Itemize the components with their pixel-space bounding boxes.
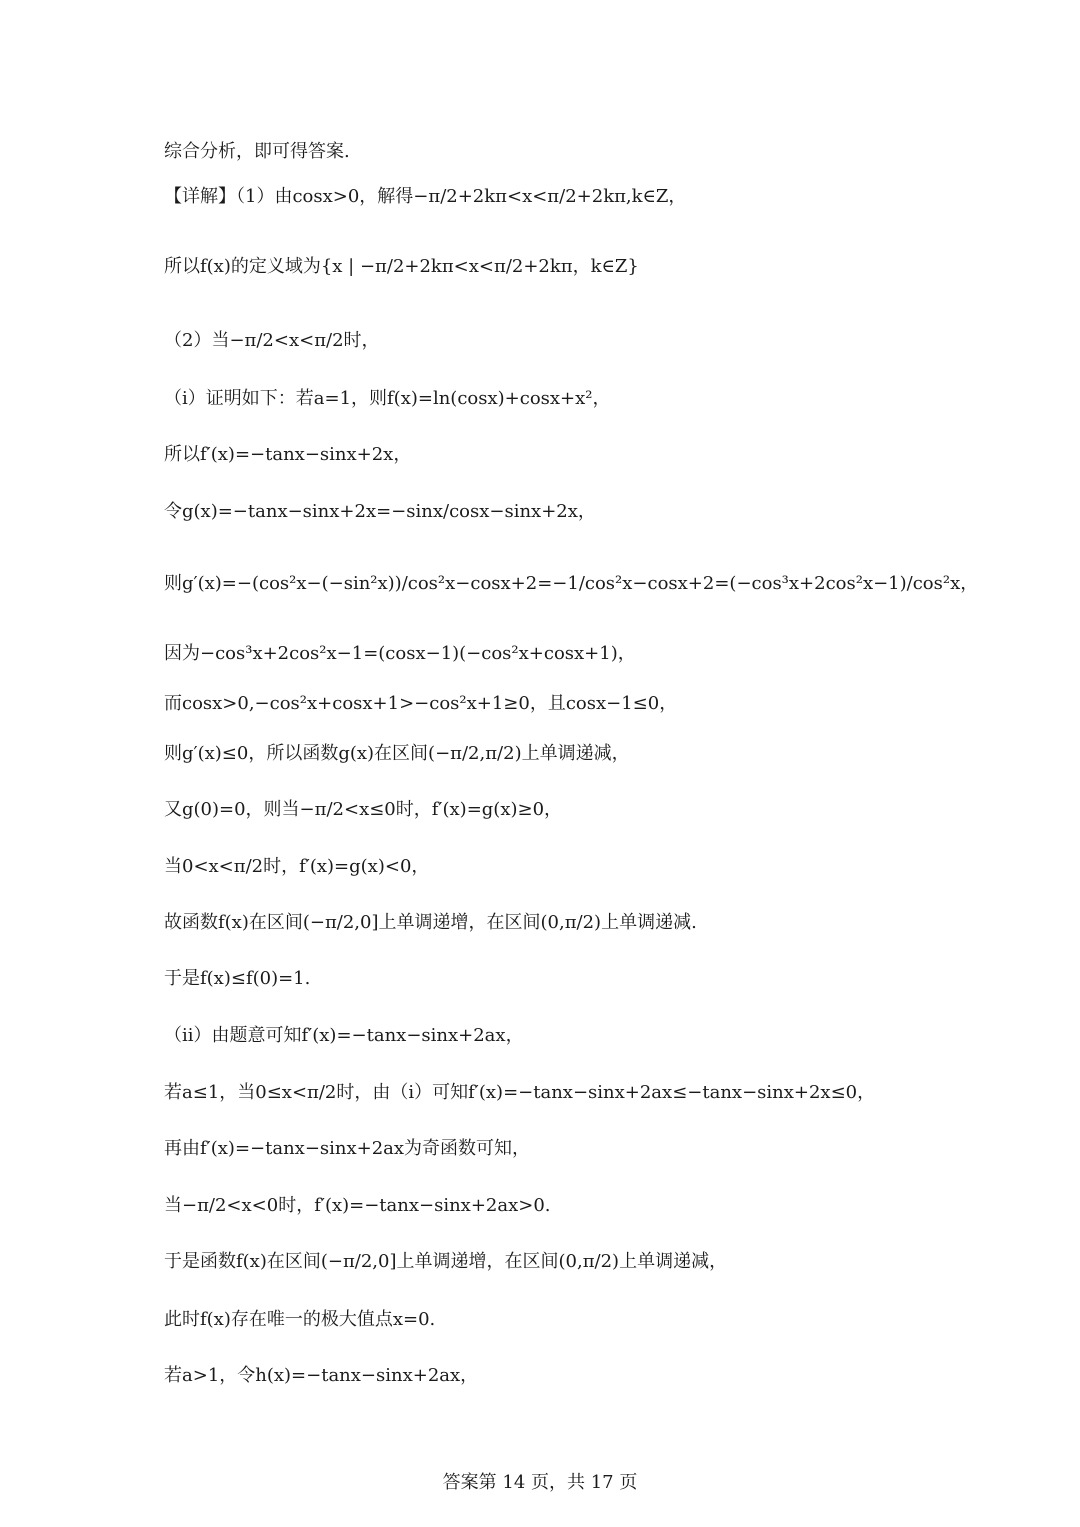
- text-line-16: （ii）由题意可知f′(x)=−tanx−sinx+2ax，: [164, 1025, 524, 1046]
- text-line-7: 令g(x)=−tanx−sinx+2x=−sinx/cosx−sinx+2x，: [164, 501, 596, 522]
- text-line-14: 故函数f(x)在区间(−π/2,0]上单调递增，在区间(0,π/2)上单调递减.: [164, 912, 697, 933]
- text-line-12: 又g(0)=0，则当−π/2<x≤0时，f′(x)=g(x)≥0，: [164, 799, 563, 820]
- text-line-10: 而cosx>0,−cos²x+cosx+1>−cos²x+1≥0，且cosx−1≤0，: [164, 693, 678, 714]
- text-line-8: 则g′(x)=−(cos²x−(−sin²x))/cos²x−cosx+2=−1/cos²x−cosx+2=(−cos³x+2cos²x−1)/cos²x，: [164, 573, 979, 594]
- text-line-21: 此时f(x)存在唯一的极大值点x=0.: [164, 1309, 436, 1330]
- text-line-13: 当0<x<π/2时，f′(x)=g(x)<0，: [164, 856, 430, 877]
- text-line-6: 所以f′(x)=−tanx−sinx+2x，: [164, 444, 412, 465]
- text-line-2: 【详解】（1）由cosx>0，解得−π/2+2kπ<x<π/2+2kπ,k∈Z，: [164, 186, 687, 207]
- text-line-18: 再由f′(x)=−tanx−sinx+2ax为奇函数可知，: [164, 1138, 531, 1159]
- page-footer: 答案第 14 页，共 17 页: [442, 1472, 638, 1493]
- text-line-20: 于是函数f(x)在区间(−π/2,0]上单调递增，在区间(0,π/2)上单调递减，: [164, 1251, 728, 1272]
- text-line-5: （i）证明如下：若a=1，则f(x)=ln(cosx)+cosx+x²，: [164, 388, 611, 409]
- text-line-15: 于是f(x)≤f(0)=1.: [164, 968, 311, 989]
- text-line-17: 若a≤1，当0≤x<π/2时，由（i）可知f′(x)=−tanx−sinx+2ax≤−tanx−sinx+2x≤0，: [164, 1082, 876, 1103]
- text-line-9: 因为−cos³x+2cos²x−1=(cosx−1)(−cos²x+cosx+1)，: [164, 643, 636, 664]
- text-line-22: 若a>1，令h(x)=−tanx−sinx+2ax，: [164, 1365, 479, 1386]
- text-line-19: 当−π/2<x<0时，f′(x)=−tanx−sinx+2ax>0.: [164, 1195, 551, 1216]
- text-line-4: （2）当−π/2<x<π/2时，: [164, 330, 380, 351]
- text-line-3: 所以f(x)的定义域为{x | −π/2+2kπ<x<π/2+2kπ，k∈Z}: [164, 256, 639, 277]
- text-line-11: 则g′(x)≤0，所以函数g(x)在区间(−π/2,π/2)上单调递减，: [164, 743, 630, 764]
- text-line-1: 综合分析，即可得答案.: [164, 141, 350, 162]
